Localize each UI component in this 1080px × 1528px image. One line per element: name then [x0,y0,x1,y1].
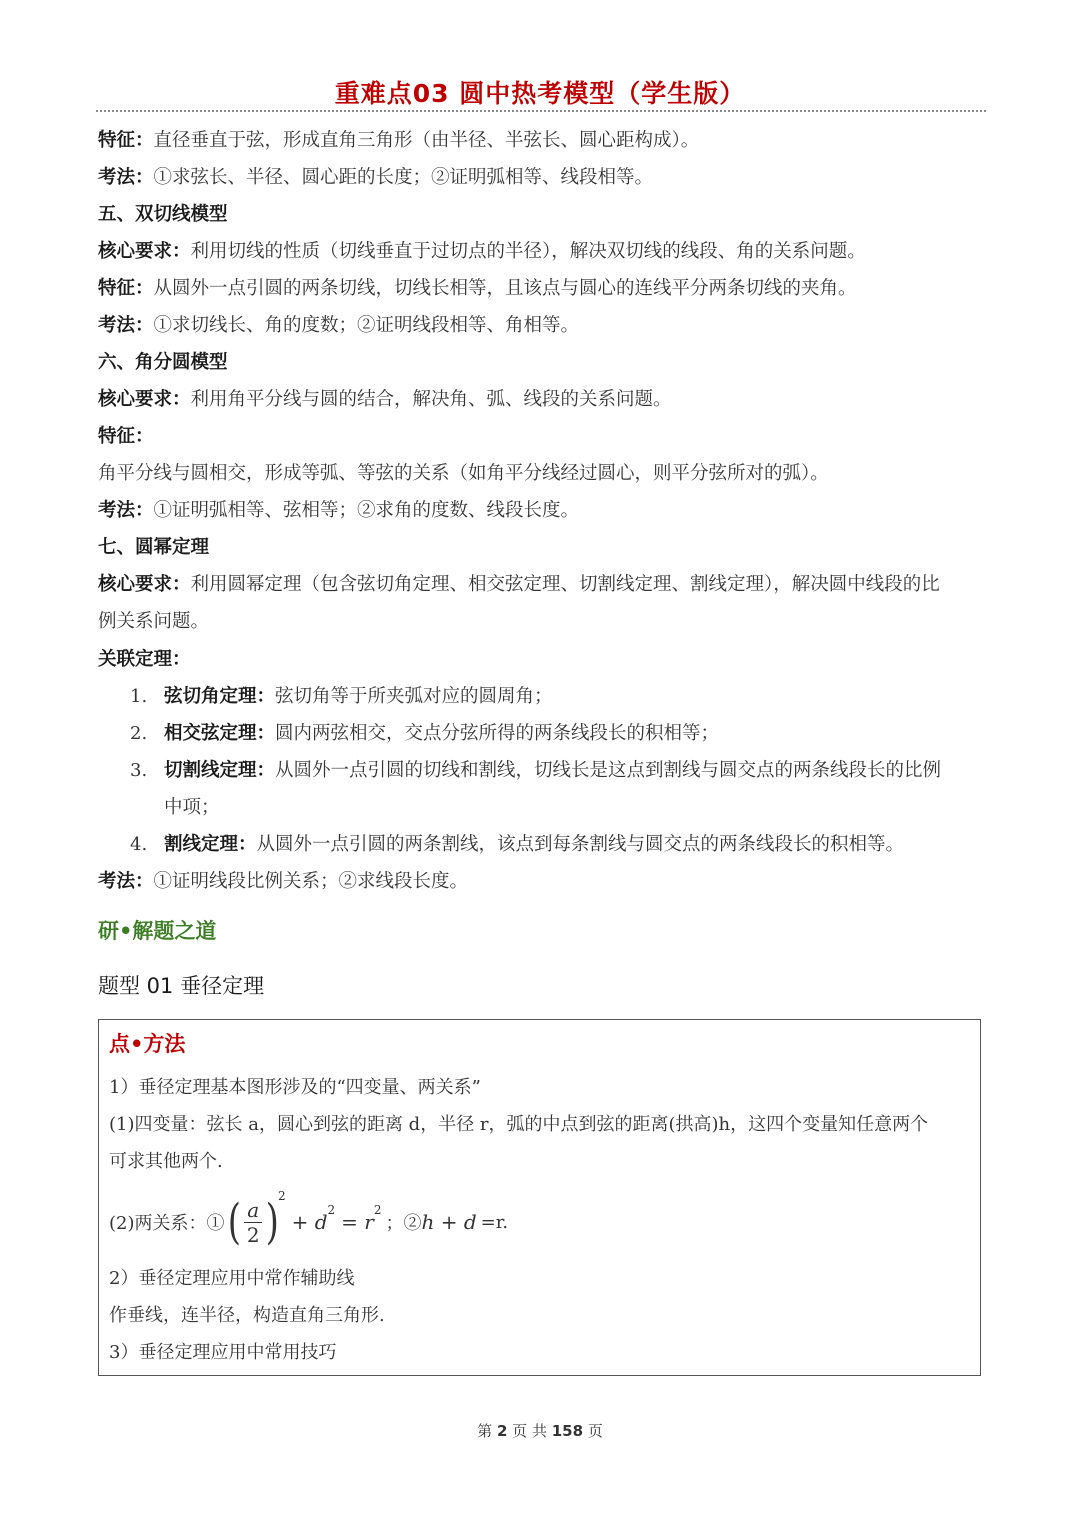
formula-prefix: (2)两关系：① [109,1213,225,1234]
sec7-core-label: 核心要求： [98,574,191,595]
theorem-item-1-label: 弦切角定理： [164,686,276,707]
fraction-denominator: 2 [246,1222,260,1247]
theorem-item-1 [164,685,553,709]
sec5-feature-line [98,277,857,301]
sec5-feature-text: 从圆外一点引圆的两条切线，切线长相等，且该点与圆心的连线平分两条切线的夹角。 [153,278,857,299]
method-line-6: 3）垂径定理应用中常用技巧 [109,1342,337,1363]
method-line-1: 1）垂径定理基本图形涉及的“四变量、两关系” [109,1077,481,1098]
theorem-item-3-text-2: 中项； [164,797,220,818]
sec4-feature-line [98,129,699,153]
sec7-core-text-1: 利用圆幂定理（包含弦切角定理、相交弦定理、切割线定理、割线定理），解决圆中线段的比 [190,574,940,595]
theorem-item-1-num: 1. [130,686,148,707]
type-heading: 题型 01 垂径定理 [98,974,265,998]
theorem-item-2-label: 相交弦定理： [164,723,276,744]
sec5-core-line [98,240,866,264]
page-title: 重难点03 圆中热考模型（学生版） [334,79,746,108]
sec5-exam-label: 考法： [98,315,154,336]
sec6-feature-text: 角平分线与圆相交，形成等弧、等弦的关系（如角平分线经过圆心，则平分弦所对的弧）。 [98,463,829,484]
sec6-core-label: 核心要求： [98,389,191,410]
theorem-item-4-label: 割线定理： [164,834,257,855]
theorem-item-4-text: 从圆外一点引圆的两条割线，该点到每条割线与圆交点的两条线段长的积相等。 [256,834,905,855]
sec7-exam-text: ①证明线段比例关系；②求线段长度。 [153,871,469,892]
sec4-exam-label: 考法： [98,167,154,188]
sec7-core-line [98,573,940,597]
theorem-item-3-label: 切割线定理： [164,760,276,781]
sec4-feature-label: 特征： [98,130,154,151]
sec6-exam-label: 考法： [98,500,154,521]
theorem-item-2-text: 圆内两弦相交，交点分弦所得的两条线段长的积相等； [275,723,720,744]
footer-total-pages: 158 [551,1422,584,1440]
sec7-related-line [98,648,191,672]
sec7-heading: 七、圆幂定理 [98,537,210,558]
relation-formula [109,1190,508,1254]
method-line-3: 可求其他两个. [109,1151,223,1172]
outer-exponent: 2 [277,1189,286,1203]
formula-separator: ；② [385,1213,422,1234]
sec7-exam-line [98,870,468,894]
theorem-item-3 [164,759,941,783]
right-paren: ) [266,1194,280,1250]
equals-r-2: =r. [480,1211,509,1233]
sec6-core-text: 利用角平分线与圆的结合，解决角、弧、线段的关系问题。 [190,389,672,410]
footer-suffix: 页 [587,1422,603,1440]
sec6-exam-text: ①证明弧相等、弦相等；②求角的度数、线段长度。 [153,500,580,521]
theorem-item-2 [164,722,719,746]
solve-heading: 研•解题之道 [98,919,217,943]
method-line-4: 2）垂径定理应用中常作辅助线 [109,1268,355,1289]
theorem-item-2-num: 2. [130,723,148,744]
sec5-exam-text: ①求切线长、角的度数；②证明线段相等、角相等。 [153,315,580,336]
d-exponent: 2 [327,1203,336,1217]
h-plus-d: h + d [421,1210,477,1234]
method-line-2: (1)四变量：弦长 a，圆心到弦的距离 d，半径 r，弧的中点到弦的距离(拱高)h，这四个变量知任意两个 [109,1114,929,1135]
r-exponent: 2 [373,1203,382,1217]
footer-middle: 页 共 [512,1422,547,1440]
theorem-item-4 [164,833,904,857]
sec7-related-label: 关联定理： [98,649,191,670]
left-paren: ( [227,1194,241,1250]
sec6-feature-label-line [98,425,154,449]
footer-page-number: 2 [496,1422,508,1440]
theorem-item-1-text: 弦切角等于所夹弧对应的圆周角； [275,686,553,707]
sec6-feature-label: 特征： [98,426,154,447]
sec4-exam-text: ①求弦长、半径、圆心距的长度；②证明弧相等、线段相等。 [153,167,654,188]
theorem-item-3-text: 从圆外一点引圆的切线和割线，切线长是这点到割线与圆交点的两条线段长的比例 [275,760,942,781]
method-box-heading: 点•方法 [109,1032,186,1056]
sec5-core-text: 利用切线的性质（切线垂直于过切点的半径），解决双切线的线段、角的关系问题。 [190,241,866,262]
equals-r: = r [341,1210,374,1234]
sec5-core-label: 核心要求： [98,241,191,262]
sec4-exam-line [98,166,653,190]
sec5-exam-line [98,314,579,338]
sec5-heading: 五、双切线模型 [98,204,228,225]
fraction-numerator: a [247,1197,260,1222]
method-line-5: 作垂线，连半径，构造直角三角形. [109,1305,385,1326]
sec4-feature-text: 直径垂直于弦，形成直角三角形（由半径、半弦长、圆心距构成）。 [153,130,700,151]
sec5-feature-label: 特征： [98,278,154,299]
footer-prefix: 第 [477,1422,493,1440]
theorem-item-4-num: 4. [130,834,148,855]
title-divider [96,110,986,112]
theorem-item-3-num: 3. [130,760,148,781]
sec7-core-text-2: 例关系问题。 [98,611,210,632]
fraction [244,1198,262,1247]
sec6-heading: 六、角分圆模型 [98,352,228,373]
page-footer [0,1420,1080,1441]
sec6-core-line [98,388,672,412]
sec7-exam-label: 考法： [98,871,154,892]
sec6-exam-line [98,499,579,523]
plus-d: + d [291,1210,328,1234]
